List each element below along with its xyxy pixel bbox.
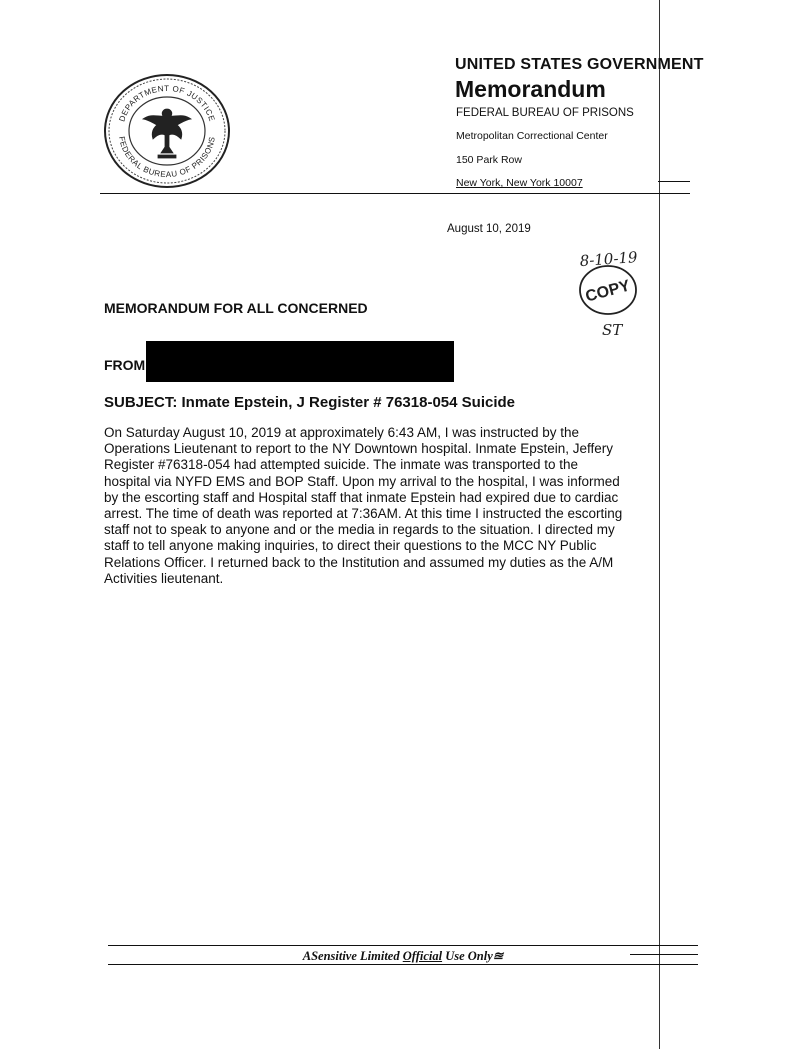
footer-classification [108, 948, 698, 964]
footer-prefix: ASensitive Limited [302, 949, 403, 963]
body-line: Register #76318-054 had attempted suicide. The inmate was transported to the [104, 457, 579, 473]
memo-subject: SUBJECT: Inmate Epstein, J Register # 76318-054 Suicide [104, 394, 515, 411]
memo-recipients: MEMORANDUM FOR ALL CONCERNED [104, 300, 368, 316]
body-line: staff to tell anyone making inquiries, to direct their questions to the MCC NY Public [104, 538, 597, 554]
body-line: hospital via NYFD EMS and BOP Staff. Upon my arrival to the hospital, I was informed [104, 473, 620, 489]
header-divider [100, 193, 690, 194]
body-line: Relations Officer. I returned back to the Institution and assumed my duties as the A/M [104, 554, 614, 570]
address-line-2: New York, New York 10007 [456, 177, 583, 189]
memo-date: August 10, 2019 [447, 223, 531, 235]
footer-rule-bottom [108, 964, 698, 965]
copy-stamp-icon [560, 244, 660, 344]
facility-name: Metropolitan Correctional Center [456, 130, 608, 142]
footer-underlined: Official [402, 949, 443, 963]
body-line: arrest. The time of death was reported at 7:36AM. At this time I instructed the escorting [104, 506, 623, 522]
redaction-block [146, 341, 454, 382]
bureau-of-prisons-seal-icon [103, 73, 231, 189]
seal-bottom-text: FEDERAL BUREAU OF PRISONS [117, 135, 217, 180]
seal-top-text: DEPARTMENT OF JUSTICE [117, 83, 217, 123]
footer-suffix: Use Only≊ [442, 949, 504, 963]
footer-rule-top [108, 945, 698, 946]
bureau-name: FEDERAL BUREAU OF PRISONS [456, 107, 634, 119]
stamp-handwritten-date: 8-10-19 [579, 248, 639, 271]
stamp-label: COPY [583, 277, 632, 306]
body-line: Operations Lieutenant to report to the NY Downtown hospital. Inmate Epstein, Jeffery [104, 441, 614, 457]
address-line-1: 150 Park Row [456, 154, 522, 166]
body-line: Activities lieutenant. [104, 570, 224, 586]
body-line: staff not to speak to anyone and or the media in regards to the situation. I directed my [104, 522, 615, 538]
memo-body [104, 425, 714, 587]
from-label: FROM [104, 357, 146, 373]
body-line: On Saturday August 10, 2019 at approximately 6:43 AM, I was instructed by the [104, 425, 580, 440]
body-line: by the escorting staff and Hospital staff that inmate Epstein had expired due to cardiac [104, 489, 619, 505]
memorandum-title: Memorandum [455, 76, 606, 102]
header-divider-right [658, 181, 690, 182]
stamp-initials: ST [602, 321, 623, 339]
government-heading: UNITED STATES GOVERNMENT [455, 56, 704, 73]
